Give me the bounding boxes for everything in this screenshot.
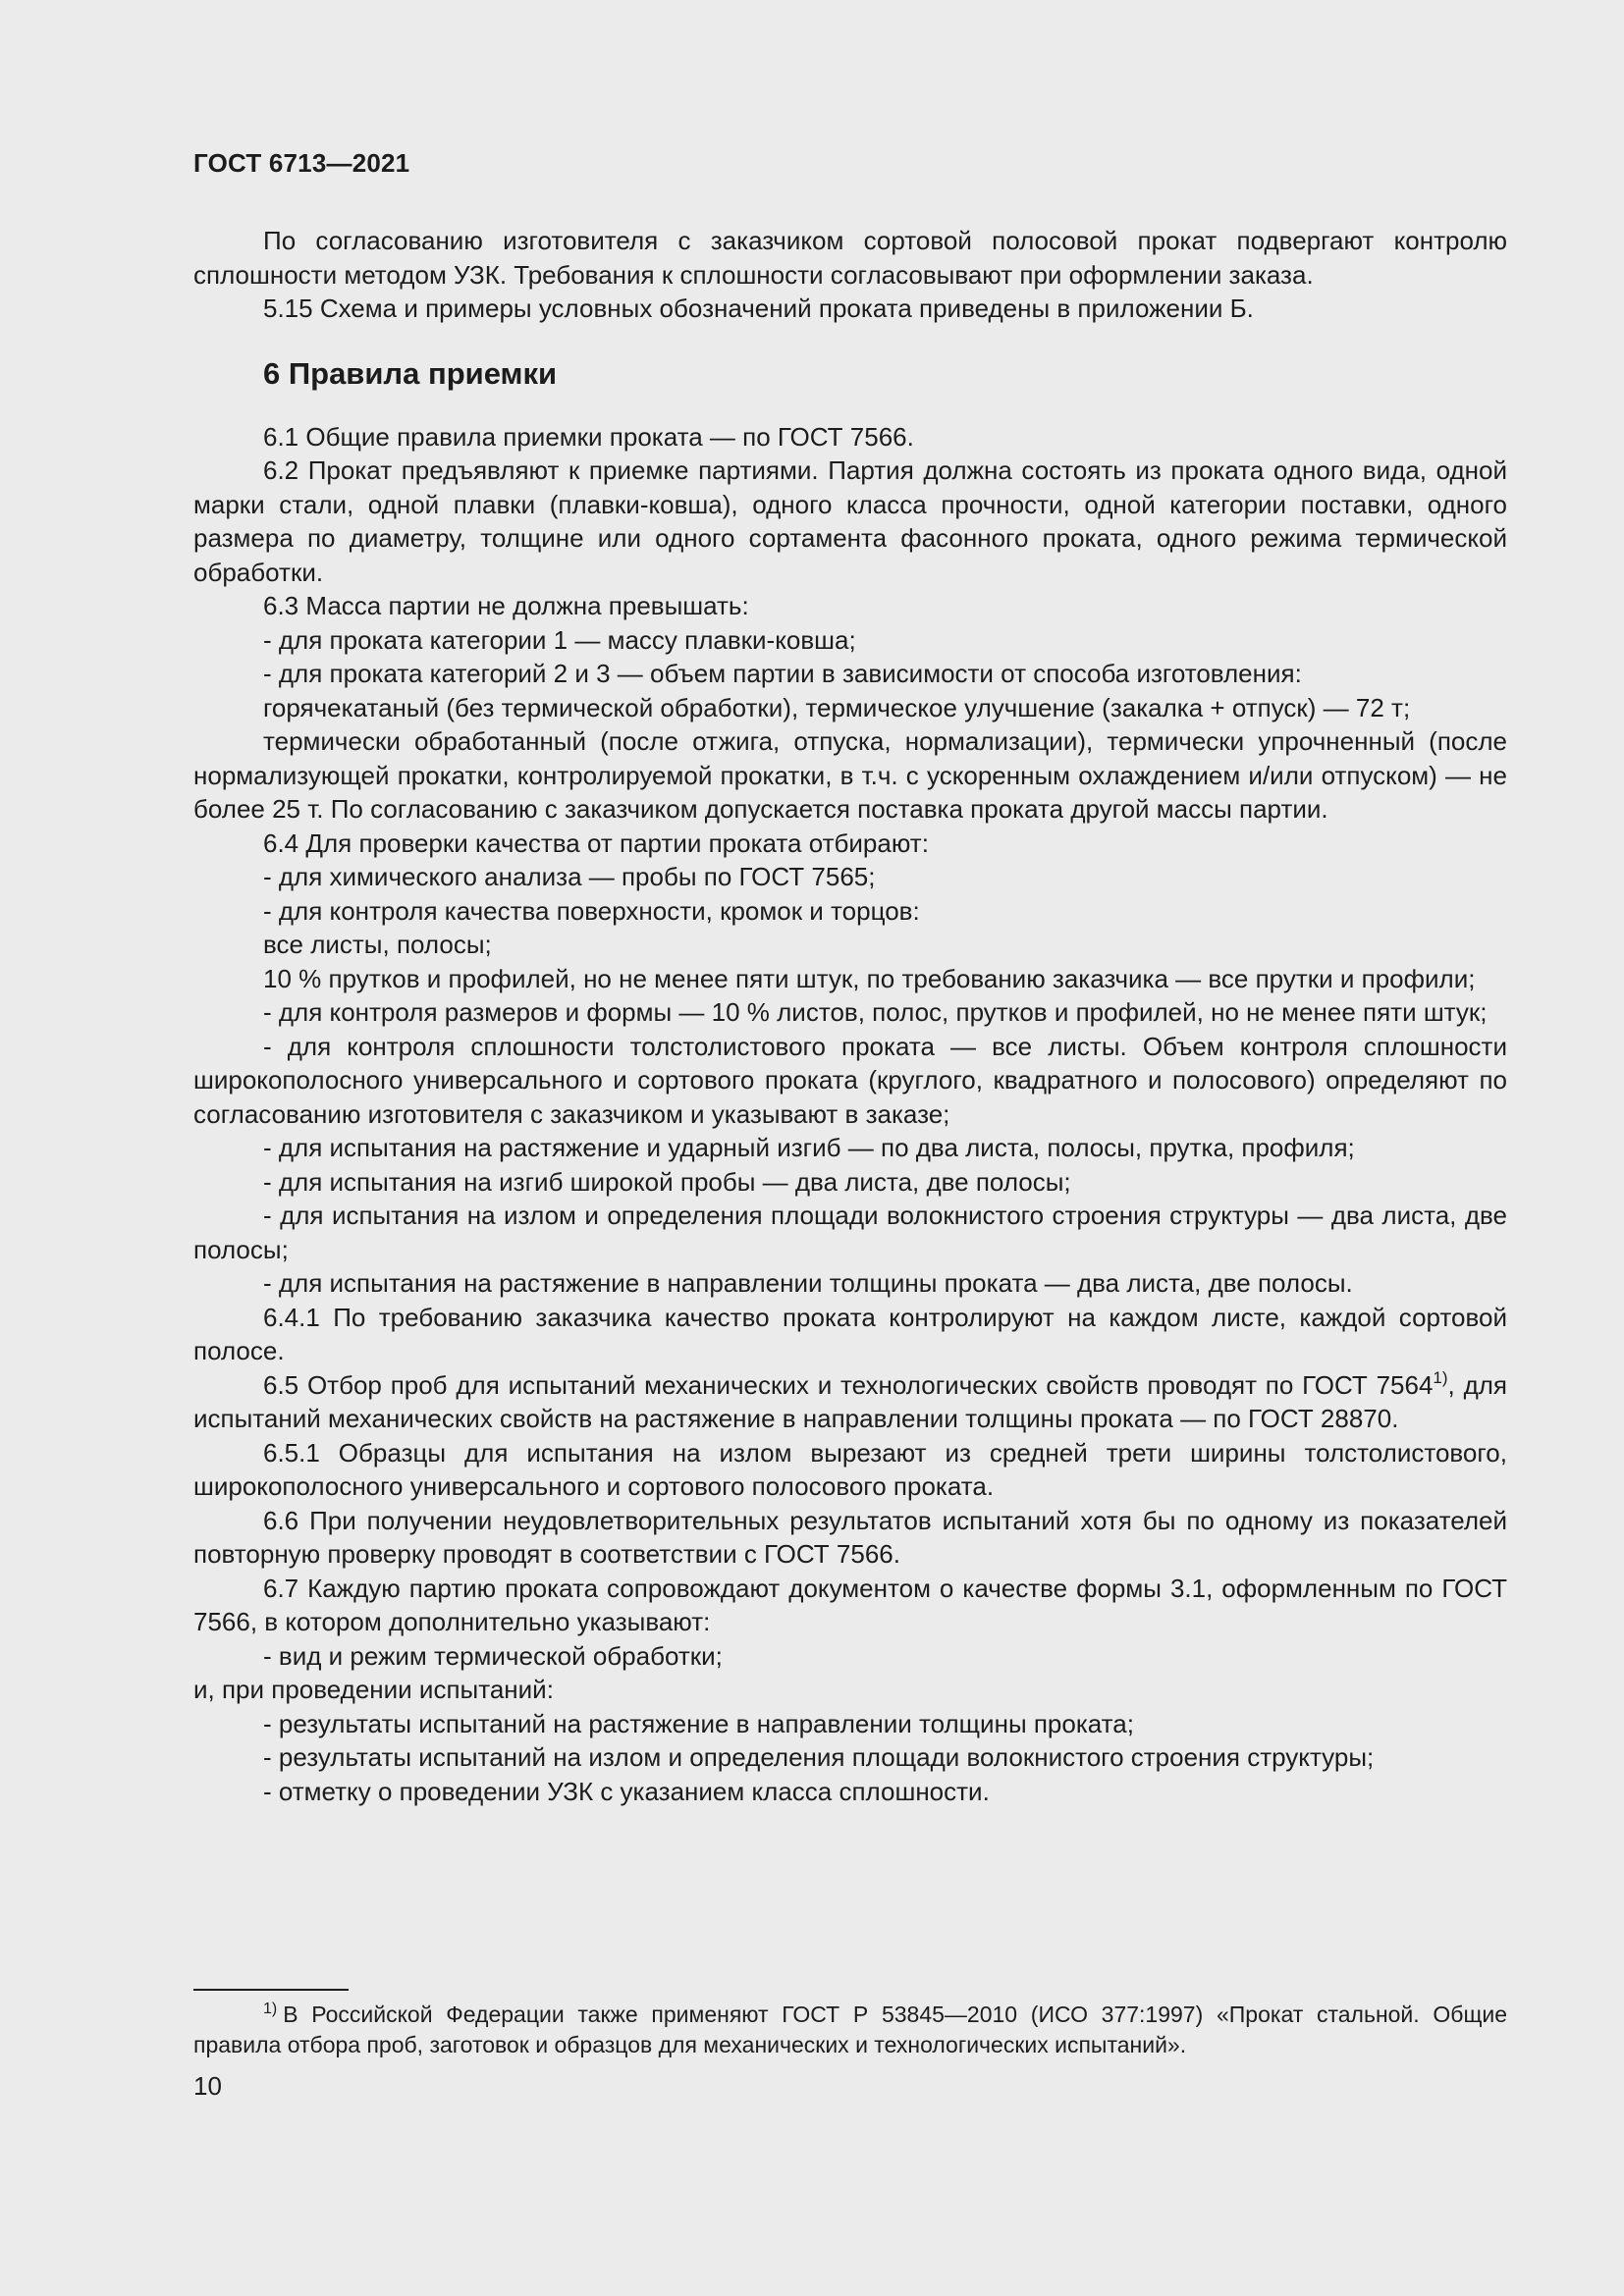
footnote bbox=[193, 2000, 1507, 2060]
footnote-divider bbox=[193, 1989, 349, 1991]
list-item-6-7-a: - вид и режим термической обработки; bbox=[263, 1640, 723, 1671]
paragraph-5-15: 5.15 Схема и примеры условных обозначений проката приведены в приложении Б. bbox=[263, 294, 1254, 323]
paragraph-6-5-part-1: 6.5 Отбор проб для испытаний механических и технологических свойств проводят по ГОСТ 7564 bbox=[263, 1369, 1434, 1400]
footnote-reference: 1) bbox=[1433, 1367, 1448, 1387]
list-item-6-4-c: все листы, полосы; bbox=[263, 930, 492, 959]
list-item-6-7-c: - результаты испытаний на растяжение в направлении толщины проката; bbox=[263, 1708, 1134, 1738]
list-item-6-3-c: горячекатаный (без термической обработки), термическое улучшение (закалка + отпуск) — 72 т; bbox=[263, 692, 1411, 722]
list-item-6-4-d: 10 % прутков и профилей, но не менее пяти штук, по требованию заказчика — все прутки и профили; bbox=[263, 963, 1476, 993]
paragraph-6-4: 6.4 Для проверки качества от партии проката отбирают: bbox=[263, 828, 929, 858]
list-item-6-4-j: - для испытания на растяжение в направлении толщины проката — два листа, две полосы. bbox=[263, 1268, 1353, 1298]
list-item-6-4-a: - для химического анализа — пробы по ГОСТ 7565; bbox=[263, 862, 876, 891]
footnote-marker: 1) bbox=[263, 2001, 278, 2017]
list-item-6-3-d: термически обработанный (после отжига, отпуска, нормализации), термически упрочненный (после нормализующей прокатки, контролируемой прокатки, в т.ч. с ускоренным охлаждением и/или отпуском) — не более 25 т. По согласованию с заказчиком допускается поставка проката другой массы партии. bbox=[193, 726, 1507, 824]
list-item-6-4-g: - для испытания на растяжение и ударный изгиб — по два листа, полосы, прутка, профиля; bbox=[263, 1133, 1355, 1162]
list-item-6-3-a: - для проката категории 1 — массу плавки-ковша; bbox=[263, 624, 856, 655]
list-item-6-7-e: - отметку о проведении УЗК с указанием класса сплошности. bbox=[263, 1776, 990, 1806]
paragraph-6-4-1: 6.4.1 По требованию заказчика качество проката контролируют на каждом листе, каждой сортовой полосе. bbox=[193, 1302, 1507, 1365]
list-item-6-4-h: - для испытания на изгиб широкой пробы — два листа, две полосы; bbox=[263, 1166, 1071, 1197]
list-item-6-3-b: - для проката категорий 2 и 3 — объем партии в зависимости от способа изготовления: bbox=[263, 659, 1302, 688]
page-number: 10 bbox=[193, 2071, 222, 2101]
paragraph-6-3: 6.3 Масса партии не должна превышать: bbox=[263, 591, 749, 620]
paragraph-uzk-control: По согласованию изготовителя с заказчиком сортовой полосовой прокат подвергают контролю сплошности методом УЗК. Требования к сплошности согласовывают при оформлении заказа. bbox=[193, 226, 1507, 290]
paragraph-6-7: 6.7 Каждую партию проката сопровождают документом о качестве формы 3.1, оформленным по ГОСТ 7566, в котором дополнительно указывают: bbox=[193, 1573, 1507, 1636]
paragraph-6-2: 6.2 Прокат предъявляют к приемке партиями. Партия должна состоять из проката одного вида, одной марки стали, одной плавки (плавки-ковша), одного класса прочности, одной категории поставки, одного размера по диаметру, толщине или одного сортамента фасонного проката, одного режима термической обработки. bbox=[193, 455, 1507, 587]
paragraph-6-5-part-2: , для испытаний механических свойств на растяжение в направлении толщины проката — по ГОСТ 28870. bbox=[193, 1369, 1507, 1433]
page-body bbox=[193, 224, 1507, 1808]
paragraph-6-6: 6.6 При получении неудовлетворительных результатов испытаний хотя бы по одному из показателей повторную проверку проводят в соответствии с ГОСТ 7566. bbox=[193, 1505, 1507, 1569]
list-item-6-4-f: - для контроля сплошности толстолистового проката — все листы. Объем контроля сплошности широкополосного универсального и сортового проката (круглого, квадратного и полосового) определяют по согласованию изготовителя с заказчиком и указывают в заказе; bbox=[193, 1031, 1507, 1129]
list-item-6-7-d: - результаты испытаний на излом и определения площади волокнистого строения структуры; bbox=[263, 1742, 1375, 1772]
list-item-6-4-e: - для контроля размеров и формы — 10 % листов, полос, прутков и профилей, но не менее пяти штук; bbox=[263, 997, 1488, 1027]
list-item-6-4-b: - для контроля качества поверхности, кромок и торцов: bbox=[263, 895, 920, 926]
list-item-6-7-b: и, при проведении испытаний: bbox=[193, 1675, 554, 1704]
section-6-heading: 6 Правила приемки bbox=[263, 355, 558, 391]
footnote-text: В Российской Федерации также применяют ГОСТ Р 53845—2010 (ИСО 377:1997) «Прокат стальной. Общие правила отбора проб, заготовок и образцов для механических и технологических испытаний». bbox=[193, 2002, 1507, 2057]
document-code-header: ГОСТ 6713—2021 bbox=[193, 148, 410, 178]
paragraph-6-5-1: 6.5.1 Образцы для испытания на излом вырезают из средней трети ширины толстолистового, широкополосного универсального и сортового полосового проката. bbox=[193, 1437, 1507, 1501]
list-item-6-4-i: - для испытания на излом и определения площади волокнистого строения структуры — два листа, две полосы; bbox=[193, 1201, 1507, 1264]
paragraph-6-5 bbox=[193, 1368, 1507, 1436]
paragraph-6-1: 6.1 Общие правила приемки проката — по ГОСТ 7566. bbox=[263, 421, 914, 452]
